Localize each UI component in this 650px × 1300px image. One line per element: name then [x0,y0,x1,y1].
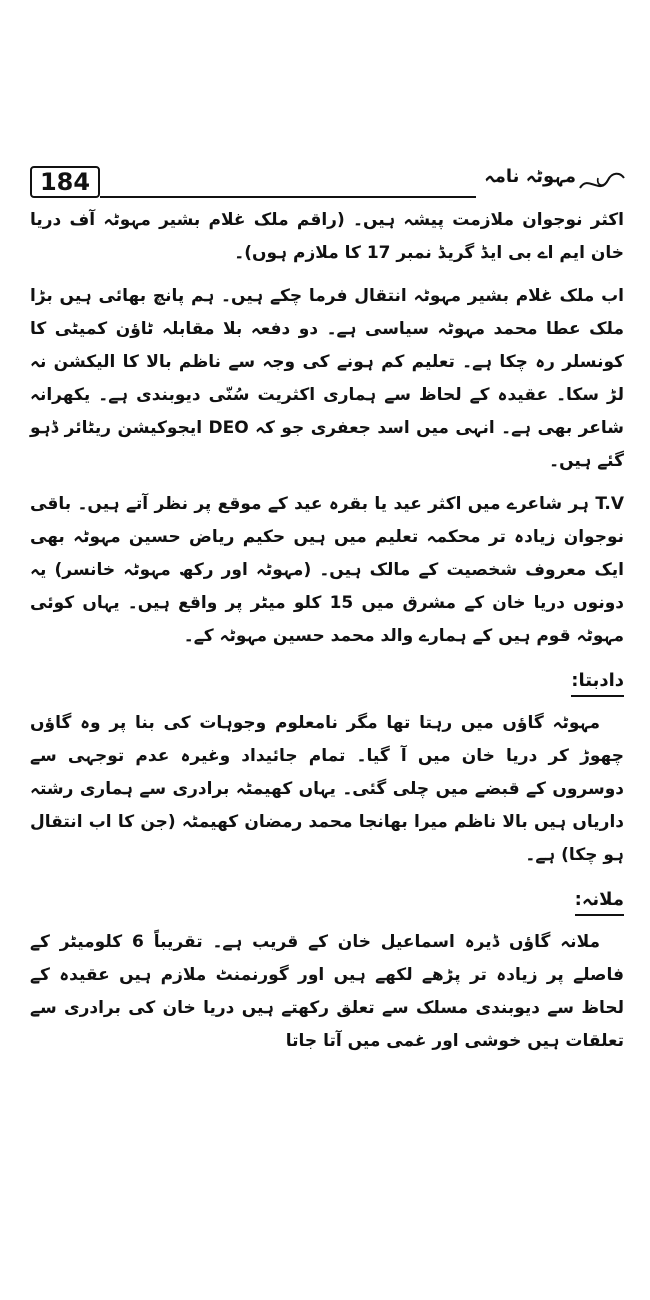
header-rule [100,196,476,198]
page-body [30,204,624,1068]
paragraph: T.V ہر شاعرے میں اکثر عید یا بقرہ عید کے موقع پر نظر آتے ہیں۔ باقی نوجوان زیادہ تر محکمہ تعلیم میں ہیں حکیم ریاض حسین مہوٹہ بھی ایک معروف شخصیت کے مالک ہیں۔ (مہوٹہ اور رکھ مہوٹہ خانسر) یہ دونوں دریا خان کے مشرق میں 15 کلو میٹر پر واقع ہیں۔ یہاں کوئی مہوٹہ قوم ہیں کے ہمارے والد محمد حسین مہوٹہ کے۔ [30,494,625,646]
paragraph: اکثر نوجوان ملازمت پیشہ ہیں۔ (راقم ملک غلام بشیر مہوٹہ آف دریا خان ایم اے بی ایڈ گریڈ نمبر 17 کا ملازم ہوں)۔ [30,210,624,263]
paragraph: مہوٹہ گاؤں میں رہتا تھا مگر نامعلوم وجوہات کی بنا پر وہ گاؤں چھوڑ کر دریا خان میں آ گیا۔ تمام جائیداد وغیرہ عدم توجہی سے دوسروں کے قبضے میں چلی گئی۔ یہاں کھیمٹہ برادری سے ہماری رشتہ داریاں ہیں بالا ناظم میرا بھانجا محمد رمضان کھیمٹہ (جن کا اب انتقال ہو چکا) ہے۔ [30,713,624,865]
section-heading: دادبتا: [571,667,624,697]
page-header [30,160,626,204]
calligraphic-flourish-icon [578,166,626,196]
section-heading: ملانہ: [575,886,624,916]
section-dadbata [30,663,624,707]
paragraph: ملانہ گاؤں ڈیرہ اسماعیل خان کے قریب ہے۔ تقریباً 6 کلومیٹر کے فاصلے پر زیادہ تر پڑھے لکھے ہیں اور گورنمنٹ ملازم ہیں عقیدہ کے لحاظ سے دیوبندی مسلک سے تعلق رکھتے ہیں دریا خان کی برادری سے تعلقات ہیں خوشی اور غمی میں آتا جاتا [30,932,624,1051]
section-mulana [30,882,624,926]
book-title: مہوٹہ نامہ [484,166,576,187]
page-number: 184 [30,166,100,198]
paragraph: اب ملک غلام بشیر مہوٹہ انتقال فرما چکے ہیں۔ ہم پانچ بھائی ہیں بڑا ملک عطا محمد مہوٹہ سیاسی ہے۔ دو دفعہ بلا مقابلہ ٹاؤن کمیٹی کا کونسلر رہ چکا ہے۔ تعلیم کم ہونے کی وجہ سے ناظم بالا کا الیکشن نہ لڑ سکا۔ عقیدہ کے لحاظ سے ہماری اکثریت سُنّی دیوبندی ہے۔ یکھرانہ شاعر بھی ہے۔ انہی میں اسد جعفری جو کہ DEO ایجوکیشن ریٹائر ڈہو گئے ہیں۔ [30,286,624,471]
